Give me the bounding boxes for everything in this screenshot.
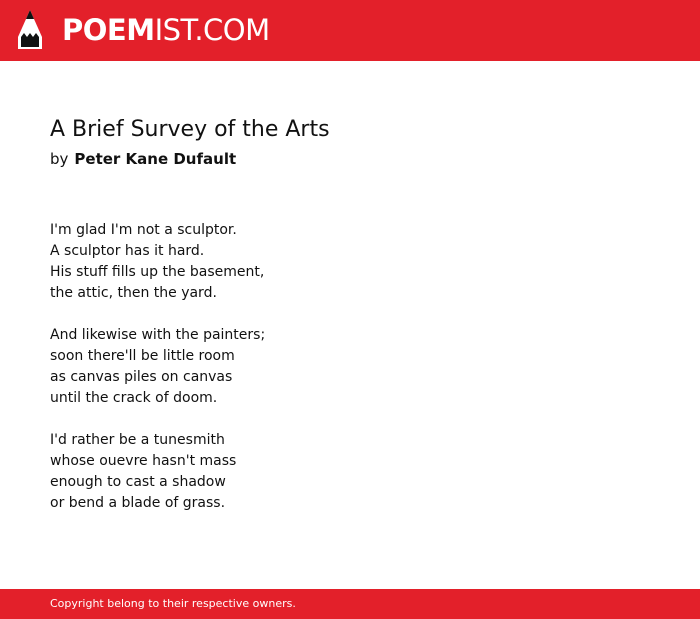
poem-line: soon there'll be little room — [50, 348, 235, 364]
poem-line: whose ouevre hasn't mass — [50, 453, 237, 469]
poem-line: until the crack of doom. — [50, 390, 218, 406]
stanza — [50, 430, 265, 514]
pencil-icon[interactable] — [17, 9, 43, 51]
site-footer — [0, 589, 700, 619]
byline — [50, 150, 236, 168]
poem-line: I'm glad I'm not a sculptor. — [50, 222, 237, 238]
poem-line: the attic, then the yard. — [50, 285, 217, 301]
by-label: by — [50, 150, 69, 168]
logo-bold-text: POEM — [62, 13, 155, 47]
poem-line: as canvas piles on canvas — [50, 369, 233, 385]
poem-line: A sculptor has it hard. — [50, 243, 205, 259]
stanza — [50, 220, 265, 304]
poem-line: I'd rather be a tunesmith — [50, 432, 225, 448]
poem-line: enough to cast a shadow — [50, 474, 226, 490]
logo-light-text: IST.COM — [154, 13, 270, 47]
poem-body — [50, 220, 265, 535]
copyright-text: Copyright belong to their respective owners. — [50, 597, 296, 610]
poem-title: A Brief Survey of the Arts — [50, 117, 330, 142]
poem-line: And likewise with the painters; — [50, 327, 266, 343]
site-logo[interactable] — [62, 12, 270, 48]
poem-line: His stuff fills up the basement, — [50, 264, 265, 280]
author-name: Peter Kane Dufault — [74, 150, 237, 168]
poem-line: or bend a blade of grass. — [50, 495, 226, 511]
stanza — [50, 325, 265, 409]
site-header — [0, 0, 700, 61]
